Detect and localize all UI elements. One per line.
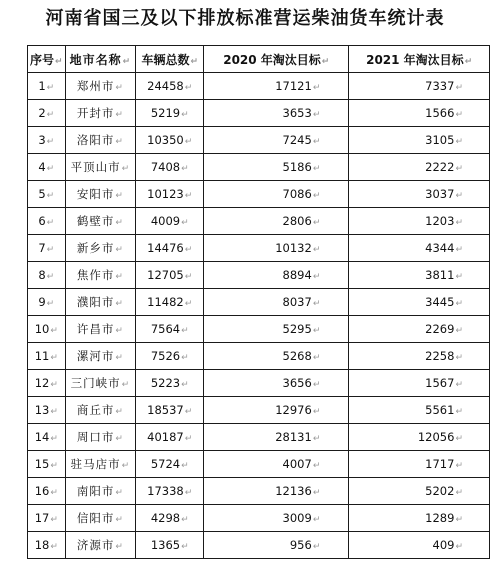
cell-value: 2269 — [425, 322, 455, 336]
header-city: 地市名称↵ — [65, 46, 136, 73]
cell-value: 11482 — [147, 295, 184, 309]
table-row — [28, 343, 490, 370]
cell-vehicle-total — [136, 505, 204, 532]
table-row — [28, 289, 490, 316]
cell-target-2021 — [349, 478, 490, 505]
cell-vehicle-total — [136, 262, 204, 289]
cell-target-2020 — [204, 289, 349, 316]
paragraph-mark-icon: ↵ — [455, 515, 463, 525]
cell-value: 12705 — [147, 268, 184, 282]
cell-target-2020 — [204, 127, 349, 154]
cell-target-2020 — [204, 208, 349, 235]
paragraph-mark-icon: ↵ — [455, 137, 463, 147]
table-row — [28, 478, 490, 505]
paragraph-mark-icon: ↵ — [312, 461, 321, 471]
cell-value: 2 — [38, 106, 46, 120]
cell-value: 10 — [34, 322, 50, 336]
cell-target-2021 — [349, 532, 490, 559]
cell-target-2021 — [349, 397, 490, 424]
paragraph-mark-icon: ↵ — [312, 542, 321, 552]
paragraph-mark-icon: ↵ — [115, 245, 124, 255]
table-row — [28, 73, 490, 100]
cell-vehicle-total — [136, 127, 204, 154]
paragraph-mark-icon: ↵ — [50, 434, 58, 444]
header-target-2020: 2020 年淘汰目标↵ — [204, 46, 349, 73]
paragraph-mark-icon: ↵ — [455, 353, 463, 363]
paragraph-mark-icon: ↵ — [312, 137, 321, 147]
table-row — [28, 505, 490, 532]
paragraph-mark-icon: ↵ — [312, 407, 321, 417]
cell-value: 18 — [34, 538, 50, 552]
paragraph-mark-icon: ↵ — [115, 488, 124, 498]
cell-vehicle-total — [136, 289, 204, 316]
paragraph-mark-icon: ↵ — [312, 488, 321, 498]
cell-value: 5295 — [282, 322, 312, 336]
cell-target-2020 — [204, 505, 349, 532]
paragraph-mark-icon: ↵ — [312, 299, 321, 309]
paragraph-mark-icon: ↵ — [115, 326, 124, 336]
table-header-row — [28, 46, 490, 73]
cell-value: 8 — [38, 268, 46, 282]
paragraph-mark-icon: ↵ — [312, 245, 321, 255]
cell-city — [65, 208, 136, 235]
cell-target-2020 — [204, 181, 349, 208]
paragraph-mark-icon: ↵ — [181, 461, 189, 471]
cell-vehicle-total — [136, 478, 204, 505]
cell-value: 8894 — [282, 268, 312, 282]
cell-target-2021 — [349, 181, 490, 208]
cell-value: 南阳市 — [76, 484, 115, 498]
paragraph-mark-icon: ↵ — [184, 245, 193, 255]
cell-index — [28, 181, 66, 208]
cell-target-2021 — [349, 316, 490, 343]
cell-value: 5223 — [150, 376, 181, 390]
paragraph-mark-icon: ↵ — [121, 380, 131, 390]
cell-value: 焦作市 — [76, 268, 115, 282]
cell-vehicle-total — [136, 397, 204, 424]
cell-value: 漯河市 — [76, 349, 115, 363]
paragraph-mark-icon: ↵ — [184, 191, 193, 201]
cell-target-2020 — [204, 262, 349, 289]
cell-target-2021 — [349, 73, 490, 100]
table-row — [28, 370, 490, 397]
cell-value: 28131 — [275, 430, 312, 444]
cell-value: 济源市 — [76, 538, 115, 552]
cell-value: 3656 — [282, 376, 312, 390]
cell-value: 3653 — [282, 106, 312, 120]
cell-index — [28, 397, 66, 424]
paragraph-mark-icon: ↵ — [50, 407, 58, 417]
paragraph-mark-icon: ↵ — [181, 110, 189, 120]
cell-index — [28, 127, 66, 154]
cell-value: 濮阳市 — [76, 295, 115, 309]
paragraph-mark-icon: ↵ — [46, 272, 55, 282]
paragraph-mark-icon: ↵ — [312, 110, 321, 120]
cell-index — [28, 154, 66, 181]
cell-target-2020 — [204, 100, 349, 127]
cell-value: 7086 — [282, 187, 312, 201]
cell-value: 7337 — [425, 79, 455, 93]
cell-city — [65, 154, 136, 181]
table-row — [28, 100, 490, 127]
cell-target-2020 — [204, 451, 349, 478]
cell-index — [28, 451, 66, 478]
table-row — [28, 262, 490, 289]
cell-vehicle-total — [136, 181, 204, 208]
paragraph-mark-icon: ↵ — [455, 272, 463, 282]
cell-value: 许昌市 — [76, 322, 115, 336]
table-row — [28, 451, 490, 478]
cell-value: 1717 — [425, 457, 455, 471]
cell-value: 1566 — [425, 106, 455, 120]
cell-value: 10350 — [147, 133, 184, 147]
cell-value: 3009 — [282, 511, 312, 525]
cell-value: 洛阳市 — [76, 133, 115, 147]
cell-target-2020 — [204, 397, 349, 424]
paragraph-mark-icon: ↵ — [455, 299, 463, 309]
cell-index — [28, 343, 66, 370]
cell-value: 24458 — [147, 79, 184, 93]
cell-value: 5202 — [425, 484, 455, 498]
paragraph-mark-icon: ↵ — [455, 110, 463, 120]
cell-value: 5724 — [150, 457, 181, 471]
cell-index — [28, 289, 66, 316]
paragraph-mark-icon: ↵ — [181, 515, 189, 525]
paragraph-mark-icon: ↵ — [46, 299, 55, 309]
paragraph-mark-icon: ↵ — [184, 488, 193, 498]
paragraph-mark-icon: ↵ — [184, 434, 193, 444]
cell-vehicle-total — [136, 154, 204, 181]
paragraph-mark-icon: ↵ — [115, 353, 124, 363]
cell-value: 4344 — [425, 241, 455, 255]
cell-value: 956 — [289, 538, 312, 552]
cell-city — [65, 451, 136, 478]
paragraph-mark-icon: ↵ — [115, 434, 124, 444]
cell-value: 1203 — [425, 214, 455, 228]
cell-value: 2806 — [282, 214, 312, 228]
paragraph-mark-icon: ↵ — [115, 299, 124, 309]
cell-target-2020 — [204, 154, 349, 181]
cell-city — [65, 424, 136, 451]
cell-value: 平顶山市 — [70, 160, 121, 174]
cell-city — [65, 262, 136, 289]
cell-index — [28, 370, 66, 397]
document-title: 河南省国三及以下排放标准营运柴油货车统计表 — [45, 8, 445, 29]
paragraph-mark-icon: ↵ — [46, 164, 55, 174]
cell-index — [28, 424, 66, 451]
paragraph-mark-icon: ↵ — [50, 488, 58, 498]
paragraph-mark-icon: ↵ — [312, 515, 321, 525]
paragraph-mark-icon: ↵ — [312, 218, 321, 228]
cell-value: 3811 — [425, 268, 455, 282]
cell-target-2020 — [204, 424, 349, 451]
cell-target-2021 — [349, 262, 490, 289]
cell-value: 2258 — [425, 349, 455, 363]
cell-value: 12976 — [275, 403, 312, 417]
header-target-2021: 2021 年淘汰目标↵ — [349, 46, 490, 73]
cell-value: 4298 — [150, 511, 181, 525]
paragraph-mark-icon: ↵ — [46, 83, 55, 93]
paragraph-mark-icon: ↵ — [115, 542, 124, 552]
cell-index — [28, 478, 66, 505]
paragraph-mark-icon: ↵ — [184, 299, 193, 309]
cell-value: 1289 — [425, 511, 455, 525]
paragraph-mark-icon: ↵ — [455, 542, 463, 552]
paragraph-mark-icon: ↵ — [121, 461, 131, 471]
cell-value: 13 — [34, 403, 50, 417]
table-row — [28, 316, 490, 343]
paragraph-mark-icon: ↵ — [50, 326, 58, 336]
table-row — [28, 154, 490, 181]
paragraph-mark-icon: ↵ — [50, 353, 58, 363]
cell-value: 1365 — [150, 538, 181, 552]
cell-value: 10132 — [275, 241, 312, 255]
paragraph-mark-icon: ↵ — [115, 110, 124, 120]
cell-value: 三门峡市 — [70, 376, 121, 390]
paragraph-mark-icon: ↵ — [181, 218, 189, 228]
paragraph-mark-icon: ↵ — [181, 542, 189, 552]
paragraph-mark-icon: ↵ — [46, 191, 55, 201]
paragraph-mark-icon: ↵ — [181, 380, 189, 390]
table-row — [28, 208, 490, 235]
cell-vehicle-total — [136, 424, 204, 451]
paragraph-mark-icon: ↵ — [46, 137, 55, 147]
cell-vehicle-total — [136, 316, 204, 343]
cell-target-2021 — [349, 127, 490, 154]
cell-index — [28, 532, 66, 559]
cell-city — [65, 343, 136, 370]
cell-value: 3 — [38, 133, 46, 147]
paragraph-mark-icon: ↵ — [312, 434, 321, 444]
cell-value: 17121 — [275, 79, 312, 93]
cell-value: 郑州市 — [76, 79, 115, 93]
paragraph-mark-icon: ↵ — [455, 191, 463, 201]
header-index: 序号↵ — [28, 46, 66, 73]
cell-value: 1 — [38, 79, 46, 93]
paragraph-mark-icon: ↵ — [455, 218, 463, 228]
cell-vehicle-total — [136, 235, 204, 262]
paragraph-mark-icon: ↵ — [184, 407, 193, 417]
table-row — [28, 424, 490, 451]
cell-vehicle-total — [136, 100, 204, 127]
cell-target-2020 — [204, 370, 349, 397]
cell-value: 信阳市 — [76, 511, 115, 525]
cell-value: 4 — [38, 160, 46, 174]
cell-target-2021 — [349, 505, 490, 532]
paragraph-mark-icon: ↵ — [455, 407, 463, 417]
cell-value: 12056 — [417, 430, 455, 444]
paragraph-mark-icon: ↵ — [181, 326, 189, 336]
cell-value: 40187 — [147, 430, 184, 444]
cell-value: 409 — [432, 538, 455, 552]
cell-target-2021 — [349, 208, 490, 235]
cell-value: 新乡市 — [76, 241, 115, 255]
cell-value: 驻马店市 — [70, 457, 121, 471]
cell-value: 5268 — [282, 349, 312, 363]
cell-target-2020 — [204, 343, 349, 370]
cell-value: 鹤壁市 — [76, 214, 115, 228]
cell-target-2021 — [349, 424, 490, 451]
cell-target-2020 — [204, 73, 349, 100]
cell-value: 7245 — [282, 133, 312, 147]
cell-value: 8037 — [282, 295, 312, 309]
paragraph-mark-icon: ↵ — [455, 488, 463, 498]
cell-value: 16 — [34, 484, 50, 498]
paragraph-mark-icon: ↵ — [46, 218, 55, 228]
cell-value: 11 — [34, 349, 50, 363]
cell-target-2021 — [349, 289, 490, 316]
paragraph-mark-icon: ↵ — [455, 380, 463, 390]
cell-value: 周口市 — [76, 430, 115, 444]
paragraph-mark-icon: ↵ — [455, 164, 463, 174]
cell-value: 7526 — [150, 349, 181, 363]
cell-index — [28, 316, 66, 343]
paragraph-mark-icon: ↵ — [312, 164, 321, 174]
cell-value: 5186 — [282, 160, 312, 174]
statistics-table — [27, 45, 490, 559]
cell-value: 5 — [38, 187, 46, 201]
paragraph-mark-icon: ↵ — [50, 515, 58, 525]
cell-value: 14476 — [147, 241, 184, 255]
cell-value: 商丘市 — [76, 403, 115, 417]
cell-vehicle-total — [136, 73, 204, 100]
paragraph-mark-icon: ↵ — [181, 164, 189, 174]
cell-city — [65, 127, 136, 154]
cell-city — [65, 397, 136, 424]
cell-target-2020 — [204, 316, 349, 343]
paragraph-mark-icon: ↵ — [50, 380, 58, 390]
cell-target-2020 — [204, 478, 349, 505]
cell-value: 3445 — [425, 295, 455, 309]
paragraph-mark-icon: ↵ — [181, 353, 189, 363]
paragraph-mark-icon: ↵ — [312, 353, 321, 363]
cell-value: 12 — [34, 376, 50, 390]
cell-vehicle-total — [136, 370, 204, 397]
cell-value: 17338 — [147, 484, 184, 498]
cell-city — [65, 235, 136, 262]
cell-value: 7 — [38, 241, 46, 255]
paragraph-mark-icon: ↵ — [455, 83, 463, 93]
paragraph-mark-icon: ↵ — [46, 245, 55, 255]
cell-value: 15 — [34, 457, 50, 471]
cell-city — [65, 316, 136, 343]
paragraph-mark-icon: ↵ — [46, 110, 55, 120]
cell-target-2020 — [204, 235, 349, 262]
cell-value: 3037 — [425, 187, 455, 201]
cell-value: 5561 — [425, 403, 455, 417]
paragraph-mark-icon: ↵ — [121, 164, 131, 174]
table-row — [28, 235, 490, 262]
paragraph-mark-icon: ↵ — [455, 461, 463, 471]
cell-value: 3105 — [425, 133, 455, 147]
cell-target-2020 — [204, 532, 349, 559]
table-row — [28, 397, 490, 424]
paragraph-mark-icon: ↵ — [115, 83, 124, 93]
paragraph-mark-icon: ↵ — [184, 272, 193, 282]
paragraph-mark-icon: ↵ — [455, 326, 463, 336]
cell-index — [28, 100, 66, 127]
cell-index — [28, 235, 66, 262]
cell-city — [65, 181, 136, 208]
paragraph-mark-icon: ↵ — [115, 272, 124, 282]
cell-index — [28, 208, 66, 235]
paragraph-mark-icon: ↵ — [455, 434, 463, 444]
cell-city — [65, 370, 136, 397]
header-vehicle-total: 车辆总数↵ — [136, 46, 204, 73]
cell-value: 7408 — [150, 160, 181, 174]
cell-value: 10123 — [147, 187, 184, 201]
cell-target-2021 — [349, 100, 490, 127]
cell-value: 4009 — [150, 214, 181, 228]
cell-value: 9 — [38, 295, 46, 309]
cell-target-2021 — [349, 343, 490, 370]
table-row — [28, 181, 490, 208]
paragraph-mark-icon: ↵ — [50, 542, 58, 552]
cell-value: 安阳市 — [76, 187, 115, 201]
paragraph-mark-icon: ↵ — [312, 83, 321, 93]
cell-value: 2222 — [425, 160, 455, 174]
cell-value: 开封市 — [76, 106, 115, 120]
cell-city — [65, 505, 136, 532]
cell-index — [28, 73, 66, 100]
paragraph-mark-icon: ↵ — [312, 191, 321, 201]
cell-target-2021 — [349, 370, 490, 397]
cell-value: 4007 — [282, 457, 312, 471]
cell-value: 7564 — [150, 322, 181, 336]
cell-value: 1567 — [425, 376, 455, 390]
cell-target-2021 — [349, 235, 490, 262]
paragraph-mark-icon: ↵ — [312, 326, 321, 336]
cell-vehicle-total — [136, 451, 204, 478]
cell-index — [28, 505, 66, 532]
cell-vehicle-total — [136, 208, 204, 235]
cell-value: 17 — [34, 511, 50, 525]
paragraph-mark-icon: ↵ — [312, 272, 321, 282]
cell-target-2021 — [349, 451, 490, 478]
paragraph-mark-icon: ↵ — [184, 137, 193, 147]
cell-vehicle-total — [136, 532, 204, 559]
cell-vehicle-total — [136, 343, 204, 370]
table-row — [28, 127, 490, 154]
paragraph-mark-icon: ↵ — [312, 380, 321, 390]
paragraph-mark-icon: ↵ — [115, 218, 124, 228]
paragraph-mark-icon: ↵ — [115, 191, 124, 201]
cell-city — [65, 478, 136, 505]
cell-city — [65, 73, 136, 100]
paragraph-mark-icon: ↵ — [115, 407, 124, 417]
paragraph-mark-icon: ↵ — [50, 461, 58, 471]
paragraph-mark-icon: ↵ — [115, 515, 124, 525]
cell-target-2021 — [349, 154, 490, 181]
cell-index — [28, 262, 66, 289]
cell-value: 18537 — [147, 403, 184, 417]
cell-value: 5219 — [150, 106, 181, 120]
paragraph-mark-icon: ↵ — [115, 137, 124, 147]
cell-city — [65, 100, 136, 127]
paragraph-mark-icon: ↵ — [184, 83, 193, 93]
cell-city — [65, 289, 136, 316]
cell-value: 14 — [34, 430, 50, 444]
table-row — [28, 532, 490, 559]
cell-value: 6 — [38, 214, 46, 228]
cell-value: 12136 — [275, 484, 312, 498]
cell-city — [65, 532, 136, 559]
paragraph-mark-icon: ↵ — [455, 245, 463, 255]
